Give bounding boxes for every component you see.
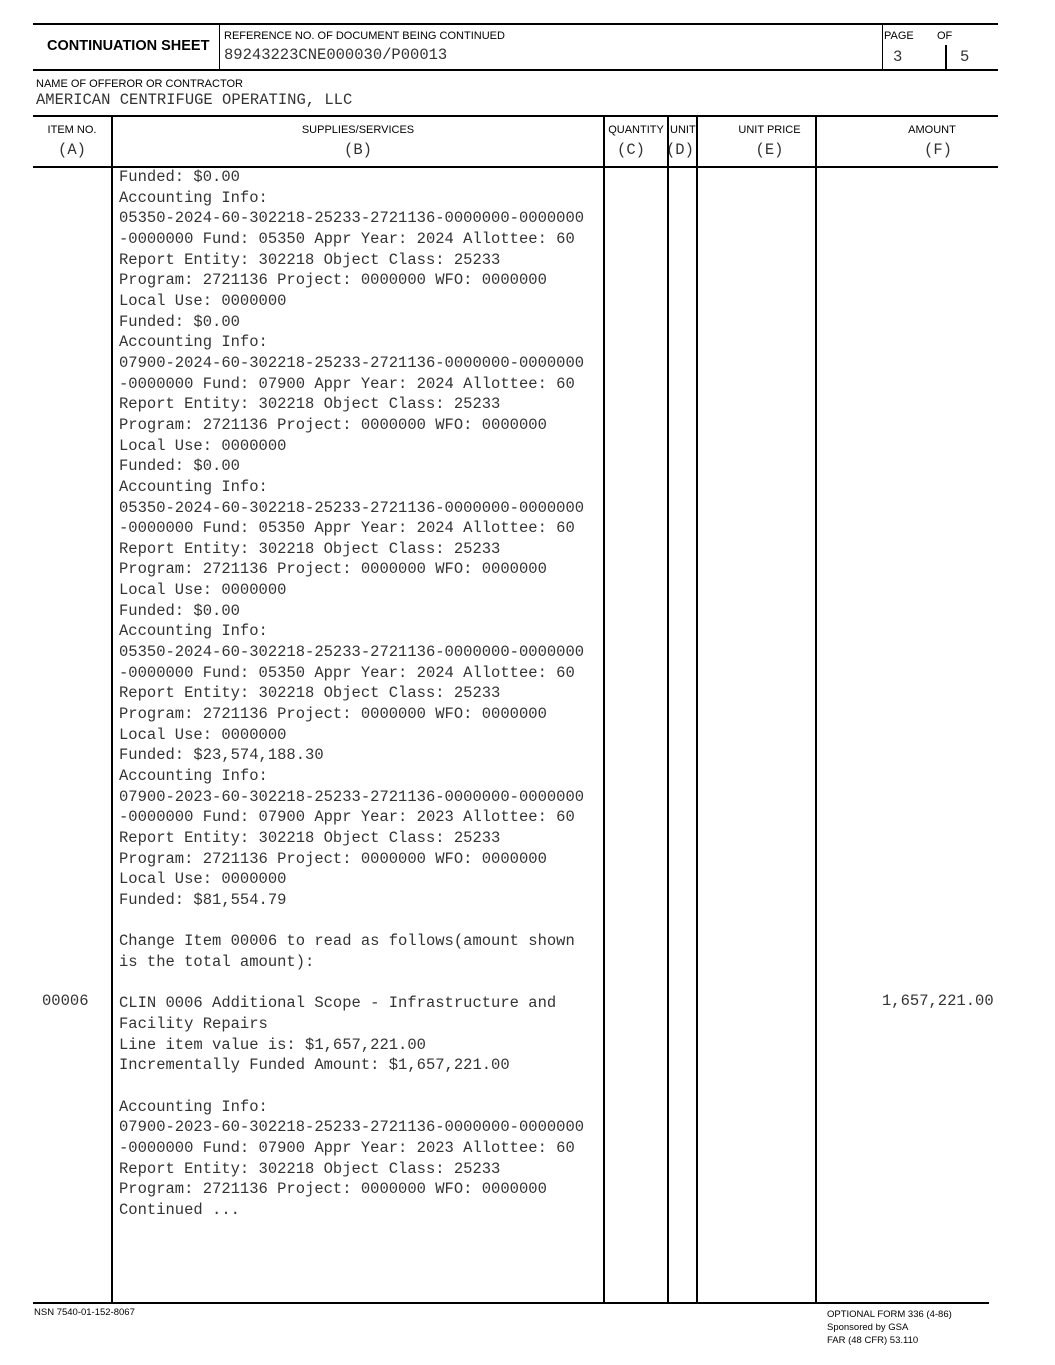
text-line: Accounting Info:	[119, 767, 268, 786]
page-number: 3	[893, 48, 903, 66]
text-line: Funded: $81,554.79	[119, 890, 287, 909]
text-line	[119, 911, 609, 932]
text-line: -0000000 Fund: 07900 Appr Year: 2023 Allottee: 60	[119, 808, 575, 827]
text-line: Accounting Info:	[119, 477, 268, 496]
text-line: -0000000 Fund: 05350 Appr Year: 2024 Allottee: 60	[119, 519, 575, 538]
col-unit-price-label: UNIT PRICE	[738, 124, 801, 136]
text-line: 07900-2024-60-302218-25233-2721136-0000000-0000000	[119, 353, 585, 372]
header-title-divider	[219, 23, 220, 70]
text-line: Program: 2721136 Project: 0000000 WFO: 0000000	[119, 849, 547, 868]
col-supplies-label: SUPPLIES/SERVICES	[301, 124, 415, 136]
reference-label: REFERENCE NO. OF DOCUMENT BEING CONTINUED	[224, 30, 505, 42]
col-item-code: (A)	[58, 141, 86, 159]
item-amount: 1,657,221.00	[882, 992, 994, 1010]
text-line: -0000000 Fund: 05350 Appr Year: 2024 Allottee: 60	[119, 229, 575, 248]
text-line: is the total amount):	[119, 952, 315, 971]
text-line: 07900-2023-60-302218-25233-2721136-0000000-0000000	[119, 1118, 585, 1137]
text-line: Report Entity: 302218 Object Class: 25233	[119, 539, 501, 558]
divider-unit-price	[696, 116, 698, 1302]
reference-number: 89243223CNE000030/P00013	[224, 46, 448, 64]
text-line: Local Use: 0000000	[119, 291, 287, 310]
offeror-bottom-rule	[33, 115, 998, 117]
text-line: 05350-2024-60-302218-25233-2721136-0000000-0000000	[119, 498, 585, 517]
far-reference: FAR (48 CFR) 53.110	[827, 1335, 919, 1346]
divider-quantity-unit	[667, 116, 669, 1302]
text-line: Accounting Info:	[119, 1097, 268, 1116]
text-line	[119, 1076, 609, 1097]
text-line: Funded: $0.00	[119, 457, 240, 476]
text-line: Report Entity: 302218 Object Class: 25233	[119, 1159, 501, 1178]
offeror-label: NAME OF OFFEROR OR CONTRACTOR	[36, 78, 243, 90]
text-line: Accounting Info:	[119, 333, 268, 352]
col-quantity-label: QUANTITY	[608, 124, 664, 136]
text-line: Incrementally Funded Amount: $1,657,221.00	[119, 1056, 510, 1075]
text-line: Program: 2721136 Project: 0000000 WFO: 0000000	[119, 1180, 547, 1199]
of-label: OF	[937, 30, 953, 42]
page-label: PAGE	[884, 30, 914, 42]
text-line: 05350-2024-60-302218-25233-2721136-0000000-0000000	[119, 643, 585, 662]
text-line: Program: 2721136 Project: 0000000 WFO: 0000000	[119, 560, 547, 579]
text-line: Funded: $0.00	[119, 312, 240, 331]
text-line: Program: 2721136 Project: 0000000 WFO: 0000000	[119, 705, 547, 724]
col-unit-code: (D)	[666, 141, 694, 159]
text-line: 05350-2024-60-302218-25233-2721136-0000000-0000000	[119, 209, 585, 228]
col-amount-code: (F)	[924, 141, 952, 159]
text-line: Funded: $0.00	[119, 601, 240, 620]
text-line: CLIN 0006 Additional Scope - Infrastructure and	[119, 994, 557, 1013]
text-line: Change Item 00006 to read as follows(amount shown	[119, 932, 575, 951]
header-page-of-divider	[945, 45, 947, 69]
text-line: Facility Repairs	[119, 1014, 268, 1033]
text-line: Program: 2721136 Project: 0000000 WFO: 0000000	[119, 415, 547, 434]
text-line: Local Use: 0000000	[119, 870, 287, 889]
text-line: Local Use: 0000000	[119, 581, 287, 600]
page-total: 5	[960, 48, 970, 66]
text-line: Continued ...	[119, 1200, 240, 1219]
divider-item-supplies	[111, 116, 113, 1302]
text-line: Program: 2721136 Project: 0000000 WFO: 0000000	[119, 271, 547, 290]
header-top-rule	[33, 23, 998, 25]
text-line: -0000000 Fund: 05350 Appr Year: 2024 Allottee: 60	[119, 663, 575, 682]
form-number: OPTIONAL FORM 336 (4-86)	[827, 1309, 952, 1320]
header-page-divider	[882, 23, 883, 70]
col-item-label: ITEM NO.	[47, 124, 97, 136]
text-line: Local Use: 0000000	[119, 436, 287, 455]
col-unit-label: UNIT	[670, 124, 696, 136]
header-bottom-rule	[33, 69, 998, 71]
text-line: Local Use: 0000000	[119, 725, 287, 744]
text-line	[119, 973, 609, 994]
text-line: -0000000 Fund: 07900 Appr Year: 2023 Allottee: 60	[119, 1138, 575, 1157]
text-line: Report Entity: 302218 Object Class: 25233	[119, 395, 501, 414]
nsn-number: NSN 7540-01-152-8067	[34, 1307, 135, 1318]
col-quantity-code: (C)	[617, 141, 645, 159]
text-line: 07900-2023-60-302218-25233-2721136-0000000-0000000	[119, 787, 585, 806]
supplies-services-text	[119, 167, 609, 1220]
text-line: Line item value is: $1,657,221.00	[119, 1035, 426, 1054]
sponsor-note: Sponsored by GSA	[827, 1322, 909, 1333]
item-number: 00006	[42, 992, 89, 1010]
text-line: Accounting Info:	[119, 188, 268, 207]
text-line: Report Entity: 302218 Object Class: 25233	[119, 250, 501, 269]
text-line: Report Entity: 302218 Object Class: 25233	[119, 829, 501, 847]
page-bottom-rule	[33, 1302, 989, 1304]
col-supplies-code: (B)	[344, 141, 372, 159]
text-line: Accounting Info:	[119, 622, 268, 641]
col-amount-label: AMOUNT	[908, 124, 956, 136]
text-line: Funded: $23,574,188.30	[119, 746, 324, 765]
divider-price-amount	[815, 116, 817, 1302]
text-line: Funded: $0.00	[119, 168, 240, 186]
text-line: Report Entity: 302218 Object Class: 25233	[119, 684, 501, 703]
offeror-name: AMERICAN CENTRIFUGE OPERATING, LLC	[36, 91, 353, 109]
sheet-title: CONTINUATION SHEET	[47, 38, 210, 54]
text-line: -0000000 Fund: 07900 Appr Year: 2024 Allottee: 60	[119, 374, 575, 393]
col-unit-price-code: (E)	[755, 141, 784, 159]
